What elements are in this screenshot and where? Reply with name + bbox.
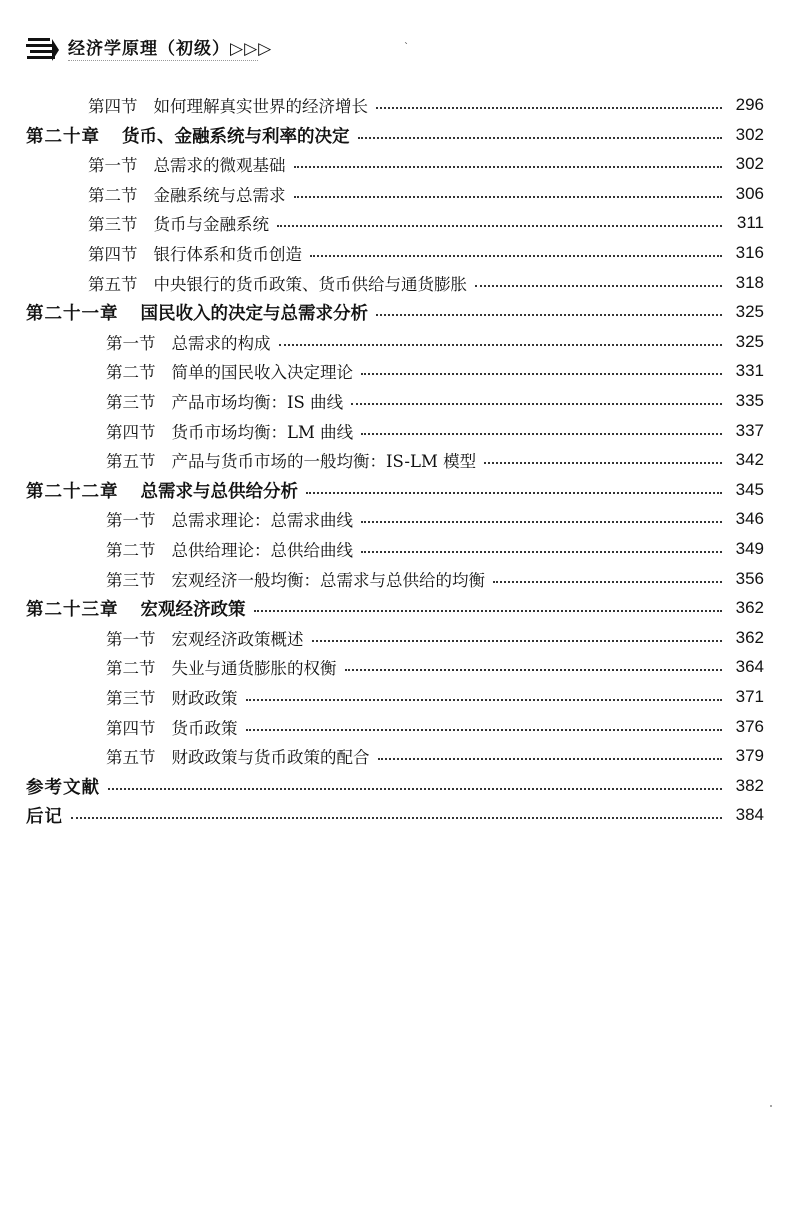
toc-title: 中央银行的货币政策、货币供给与通货膨胀 — [153, 275, 467, 294]
toc-page-number: 306 — [735, 184, 764, 203]
toc-page-number: 342 — [735, 450, 764, 469]
toc-page-number: 349 — [735, 539, 764, 558]
toc-section-row[interactable] — [106, 741, 764, 771]
toc-section-row[interactable] — [106, 682, 764, 712]
toc-chapter-row[interactable] — [26, 771, 764, 801]
toc-page-number: 335 — [735, 391, 764, 410]
toc-page-number: 364 — [735, 657, 764, 676]
dot-leader — [310, 255, 722, 257]
toc-title: 货币与金融系统 — [153, 215, 269, 234]
toc-chapter-row[interactable] — [26, 120, 764, 150]
dot-leader — [475, 285, 722, 287]
toc-section-row[interactable] — [88, 179, 764, 209]
toc-page-number: 379 — [735, 746, 764, 765]
toc-section-row[interactable] — [106, 416, 764, 446]
dot-leader — [484, 462, 722, 464]
toc-number: 第二十二章 — [26, 481, 119, 502]
toc-page-number: 356 — [735, 569, 764, 588]
toc-number: 第一节 — [88, 156, 138, 175]
dot-leader — [246, 729, 723, 731]
dot-leader — [254, 610, 723, 612]
toc-title: 产品市场均衡：IS 曲线 — [171, 393, 344, 412]
toc-section-row[interactable] — [88, 268, 764, 298]
dot-leader — [306, 492, 722, 494]
toc-title: 货币市场均衡：LM 曲线 — [171, 423, 354, 442]
toc-section-row[interactable] — [88, 208, 764, 238]
dot-leader — [361, 551, 722, 553]
toc-number: 参考文献 — [26, 777, 100, 798]
toc-number: 第二节 — [106, 659, 156, 678]
toc-title: 总供给理论：总供给曲线 — [171, 541, 353, 560]
toc-section-row[interactable] — [88, 90, 764, 120]
toc-number: 第二十章 — [26, 126, 100, 147]
dot-leader — [493, 581, 722, 583]
toc-chapter-row[interactable] — [26, 593, 764, 623]
toc-number: 第一节 — [106, 511, 156, 530]
toc-number: 第二节 — [88, 186, 138, 205]
toc-page-number: 346 — [735, 509, 764, 528]
toc-title: 财政政策与货币政策的配合 — [171, 748, 370, 767]
dot-leader — [246, 699, 723, 701]
toc-page-number: 302 — [735, 154, 764, 173]
toc-section-row[interactable] — [106, 564, 764, 594]
toc-number: 第四节 — [88, 245, 138, 264]
dot-leader — [279, 344, 723, 346]
toc-section-row[interactable] — [106, 445, 764, 475]
toc-page-number: 316 — [735, 243, 764, 262]
toc-number: 第三节 — [106, 393, 156, 412]
toc-page-number: 376 — [735, 717, 764, 736]
toc-title: 宏观经济一般均衡：总需求与总供给的均衡 — [171, 571, 485, 590]
dot-leader — [345, 669, 723, 671]
toc-page-number: 371 — [735, 687, 764, 706]
toc-title: 宏观经济政策 — [140, 599, 246, 620]
toc-section-row[interactable] — [106, 712, 764, 742]
dot-leader — [71, 817, 722, 819]
toc-page-number: 325 — [735, 302, 764, 321]
dot-leader — [376, 314, 722, 316]
toc-section-row[interactable] — [106, 386, 764, 416]
dot-leader — [358, 137, 723, 139]
toc-number: 第二节 — [106, 363, 156, 382]
toc-title: 如何理解真实世界的经济增长 — [153, 97, 368, 116]
toc-title: 宏观经济政策概述 — [171, 630, 304, 649]
toc-number: 第三节 — [106, 571, 156, 590]
dot-leader — [294, 196, 723, 198]
toc-page-number: 345 — [735, 480, 764, 499]
toc-number: 第二十三章 — [26, 599, 119, 620]
book-title: 经济学原理（初级）▷▷▷ — [68, 39, 273, 59]
toc-page-number: 325 — [735, 332, 764, 351]
header-rule — [68, 60, 258, 65]
dot-leader — [294, 166, 723, 168]
toc-title: 银行体系和货币创造 — [153, 245, 302, 264]
dot-leader — [277, 225, 722, 227]
toc-page-number: 337 — [735, 421, 764, 440]
toc-title: 货币政策 — [171, 719, 238, 738]
toc-number: 第四节 — [88, 97, 138, 116]
toc-section-row[interactable] — [106, 623, 764, 653]
toc-section-row[interactable] — [106, 504, 764, 534]
toc-page-number: 296 — [735, 95, 764, 114]
toc-chapter-row[interactable] — [26, 800, 764, 830]
dot-leader — [361, 433, 722, 435]
header-mark: ˋ — [404, 42, 409, 53]
toc-chapter-row[interactable] — [26, 475, 764, 505]
toc-page-number: 362 — [735, 598, 764, 617]
toc-title: 总需求的构成 — [171, 334, 271, 353]
toc-number: 第三节 — [106, 689, 156, 708]
toc-number: 第二十一章 — [26, 303, 119, 324]
toc-page-number: 331 — [735, 361, 764, 380]
toc-title: 金融系统与总需求 — [153, 186, 286, 205]
book-logo-icon — [26, 36, 60, 64]
toc-section-row[interactable] — [88, 149, 764, 179]
toc-title: 财政政策 — [171, 689, 238, 708]
page-header — [26, 30, 766, 76]
dot-leader — [351, 403, 722, 405]
dot-leader — [361, 521, 722, 523]
toc-section-row[interactable] — [106, 534, 764, 564]
toc-number: 第四节 — [106, 423, 156, 442]
dot-leader — [376, 107, 722, 109]
toc-title: 总需求与总供给分析 — [140, 481, 298, 502]
dot-leader — [378, 758, 723, 760]
toc-number: 第三节 — [88, 215, 138, 234]
toc-page-number: 384 — [735, 805, 764, 824]
toc-number: 后记 — [26, 806, 63, 827]
toc-section-row[interactable] — [88, 238, 764, 268]
toc-section-row[interactable] — [106, 327, 764, 357]
toc-section-row[interactable] — [106, 356, 764, 386]
toc-chapter-row[interactable] — [26, 297, 764, 327]
toc-number: 第五节 — [106, 748, 156, 767]
toc-number: 第一节 — [106, 630, 156, 649]
toc-title: 总需求理论：总需求曲线 — [171, 511, 353, 530]
toc-title: 产品与货币市场的一般均衡：IS-LM 模型 — [171, 452, 477, 471]
toc-title: 总需求的微观基础 — [153, 156, 286, 175]
toc-title: 失业与通货膨胀的权衡 — [171, 659, 337, 678]
toc-page-number: 311 — [736, 213, 764, 232]
toc-page-number: 382 — [735, 776, 764, 795]
toc-number: 第五节 — [106, 452, 156, 471]
dot-leader — [312, 640, 723, 642]
toc-number: 第一节 — [106, 334, 156, 353]
toc-page-number: 318 — [735, 273, 764, 292]
dot-leader — [361, 373, 722, 375]
toc-page-number: 362 — [735, 628, 764, 647]
toc-title: 国民收入的决定与总需求分析 — [140, 303, 368, 324]
toc-number: 第二节 — [106, 541, 156, 560]
toc-number: 第五节 — [88, 275, 138, 294]
scan-speck — [770, 1105, 772, 1107]
toc-section-row[interactable] — [106, 652, 764, 682]
toc-title: 简单的国民收入决定理论 — [171, 363, 353, 382]
toc-title: 货币、金融系统与利率的决定 — [122, 126, 350, 147]
toc-page-number: 302 — [735, 125, 764, 144]
dot-leader — [108, 788, 722, 790]
toc-number: 第四节 — [106, 719, 156, 738]
